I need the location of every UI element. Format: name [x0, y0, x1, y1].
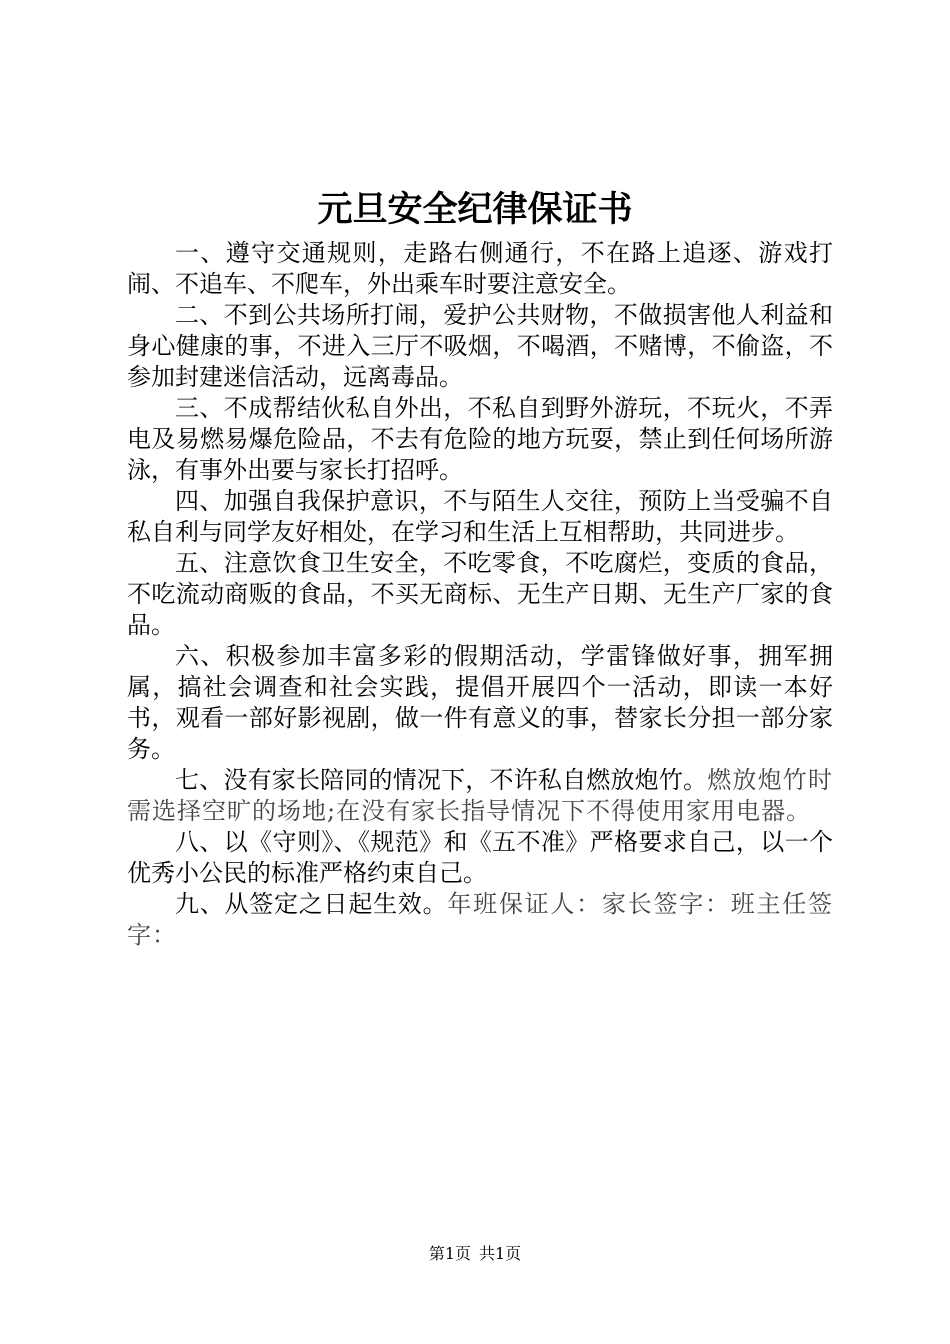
- paragraph-1: [127, 238, 833, 300]
- paragraph-text: 一、遵守交通规则，走路右侧通行，不在路上追逐、游戏打闹、不追车、不爬车，外出乘车时要注意安全。: [127, 239, 833, 298]
- paragraph-text: 六、积极参加丰富多彩的假期活动，学雷锋做好事，拥军拥属，搞社会调查和社会实践，提倡开展四个一活动，即读一本好书，观看一部好影视剧，做一件有意义的事，替家长分担一部分家务。: [127, 642, 833, 763]
- page-footer: [0, 1243, 950, 1265]
- paragraph-text: 九、从签定之日起生效。: [175, 890, 448, 918]
- paragraph-text: 二、不到公共场所打闹，爱护公共财物，不做损害他人利益和身心健康的事，不进入三厅不吸烟，不喝酒，不赌博，不偷盗，不参加封建迷信活动，远离毒品。: [127, 301, 833, 391]
- paragraph-7: [127, 765, 833, 827]
- paragraph-5: [127, 548, 833, 641]
- page-total: 共1页: [479, 1244, 522, 1263]
- paragraph-8: [127, 827, 833, 889]
- paragraph-text: 三、不成帮结伙私自外出，不私自到野外游玩，不玩火，不弄电及易燃易爆危险品，不去有危险的地方玩耍，禁止到任何场所游泳，有事外出要与家长打招呼。: [127, 394, 833, 484]
- paragraph-3: [127, 393, 833, 486]
- paragraph-text: 五、注意饮食卫生安全，不吃零食，不吃腐烂，变质的食品，不吃流动商贩的食品，不买无商标、无生产日期、无生产厂家的食品。: [127, 549, 833, 639]
- paragraph-2: [127, 300, 833, 393]
- document-title: 元旦安全纪律保证书: [317, 189, 633, 230]
- paragraph-text: 八、以《守则》、《规范》和《五不准》严格要求自己，以一个优秀小公民的标准严格约束自己。: [127, 828, 833, 887]
- page-number: 第1页: [428, 1244, 471, 1263]
- paragraph-text: 七、没有家长陪同的情况下，不许私自燃放炮竹。: [175, 766, 708, 794]
- paragraph-extra-text: 燃放炮竹时需选择空旷的场地;在没有家长指导情况下不得使用家用电器。: [127, 766, 834, 825]
- document-body: [127, 238, 833, 951]
- paragraph-6: [127, 641, 833, 765]
- paragraph-4: [127, 486, 833, 548]
- signature-line: 年班保证人：家长签字：班主任签字：: [127, 890, 833, 949]
- paragraph-text: 四、加强自我保护意识，不与陌生人交往，预防上当受骗不自私自利与同学友好相处，在学习和生活上互相帮助，共同进步。: [127, 487, 833, 546]
- paragraph-9: [127, 889, 833, 951]
